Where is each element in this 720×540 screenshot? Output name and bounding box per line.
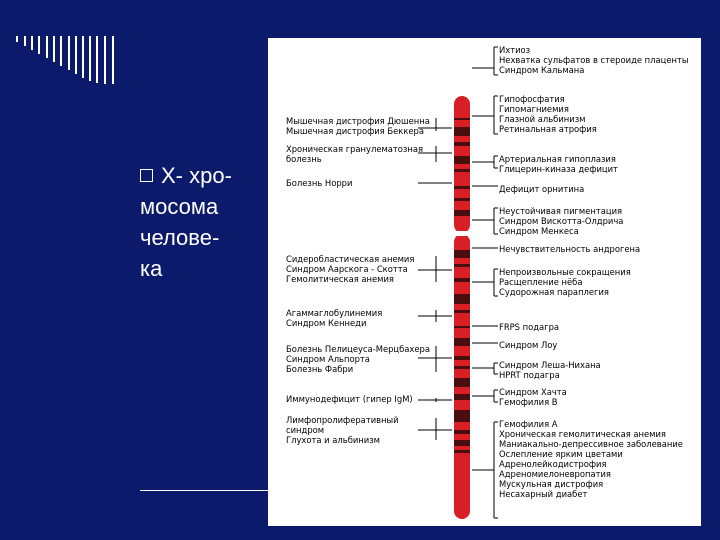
- chromosome-band: [454, 394, 470, 400]
- chromosome-band: [454, 356, 470, 360]
- decorative-bar: [112, 36, 114, 84]
- right-label-12: Гемофилия А Хроническая гемолитическая анемия Маниакально-депрессивное заболевание Ослепление ярким цветами Адренолейкодистрофия Адреномиелоневропатия Мускульная дистрофия Несахарный диабет: [499, 419, 683, 499]
- title-line-4: ка: [140, 256, 163, 281]
- decorative-bar: [38, 36, 40, 54]
- decorative-bar: [75, 36, 77, 74]
- right-label-5: Неустойчивая пигментация Синдром Вискотта-Олдрича Синдром Менкеса: [499, 206, 624, 236]
- right-label-4: Дефицит орнитина: [499, 184, 585, 194]
- chromosome-diagram: [268, 38, 701, 526]
- decorative-bar: [24, 36, 26, 46]
- chromosome-band: [454, 142, 470, 146]
- chromosome-band: [454, 430, 470, 434]
- left-label-4: Сидеробластическая анемия Синдром Аарскога - Скотта Гемолитическая анемия: [286, 254, 415, 284]
- decorative-bar: [46, 36, 48, 58]
- left-label-1: Мышечная дистрофия Дюшенна Мышечная дистрофия Беккера: [286, 116, 430, 136]
- chromosome-band: [454, 310, 470, 313]
- decorative-bar: [89, 36, 91, 81]
- chromosome-band: [454, 294, 470, 304]
- chromosome-band: [454, 250, 470, 258]
- title-line-2: мосома: [140, 194, 219, 219]
- chromosome-band: [454, 278, 470, 282]
- decorative-bar: [16, 36, 18, 42]
- chromosome-band: [454, 156, 470, 164]
- right-label-8: FRPS подагра: [499, 322, 560, 332]
- chromosome-band: [454, 326, 470, 328]
- right-label-10: Синдром Леша-Нихана HPRT подагра: [499, 360, 601, 380]
- decorative-bar: [53, 36, 55, 62]
- chromosome-band: [454, 198, 470, 201]
- right-label-2: Гипофосфатия Гипомагниемия Глазной альбинизм Ретинальная атрофия: [499, 94, 597, 134]
- chromosome-band: [454, 378, 470, 387]
- left-label-8: Лимфопролиферативный синдром Глухота и альбинизм: [286, 415, 399, 445]
- decorative-bars: [16, 36, 116, 84]
- left-label-3: Болезнь Норри: [286, 178, 353, 188]
- decorative-bar: [60, 36, 62, 66]
- decorative-bar: [68, 36, 70, 70]
- right-label-6: Нечувствительность андрогена: [499, 244, 641, 254]
- title-line-3: челове-: [140, 225, 220, 250]
- decorative-bar: [82, 36, 84, 78]
- chromosome-band: [454, 210, 470, 216]
- decorative-bar: [31, 36, 33, 50]
- chromosome-band: [454, 338, 470, 346]
- chromosome-band: [454, 410, 470, 422]
- title-line-1: X- хро-: [140, 160, 232, 191]
- right-label-7: Непроизвольные сокращения Расщепление нёба Судорожная параплегия: [499, 267, 631, 297]
- slide-title: [140, 160, 232, 284]
- left-label-5: Агаммаглобулинемия Синдром Кеннеди: [286, 308, 383, 328]
- chromosome-band: [454, 440, 470, 446]
- decorative-bar: [104, 36, 106, 84]
- right-label-3: Артериальная гипоплазия Глицерин-киназа дефицит: [499, 154, 618, 174]
- chromosome-band: [454, 127, 470, 136]
- chromosome-band: [454, 169, 470, 172]
- hollow-square-bullet-icon: [140, 169, 153, 182]
- centromere-gap: [453, 231, 471, 236]
- chromosome-long-arm: [454, 234, 470, 519]
- decorative-bar: [96, 36, 98, 83]
- left-label-7: Иммунодефицит (гипер IgM): [286, 394, 413, 404]
- chromosome-band: [454, 264, 470, 267]
- chromosome-band: [454, 186, 470, 189]
- chromosome-band: [454, 450, 470, 453]
- chromosome-band: [454, 118, 470, 120]
- right-label-9: Синдром Лоу: [499, 340, 558, 350]
- left-label-6: Болезнь Пелицеуса-Мерцбахера Синдром Альпорта Болезнь Фабри: [286, 344, 430, 374]
- right-label-11: Синдром Хачта Гемофилия В: [499, 387, 567, 407]
- footer-divider: [140, 490, 270, 491]
- chromosome-band: [454, 366, 470, 369]
- left-label-2: Хроническая гранулематозная болезнь: [286, 144, 424, 164]
- right-label-1: Ихтиоз Нехватка сульфатов в стероиде плаценты Синдром Кальмана: [499, 45, 689, 75]
